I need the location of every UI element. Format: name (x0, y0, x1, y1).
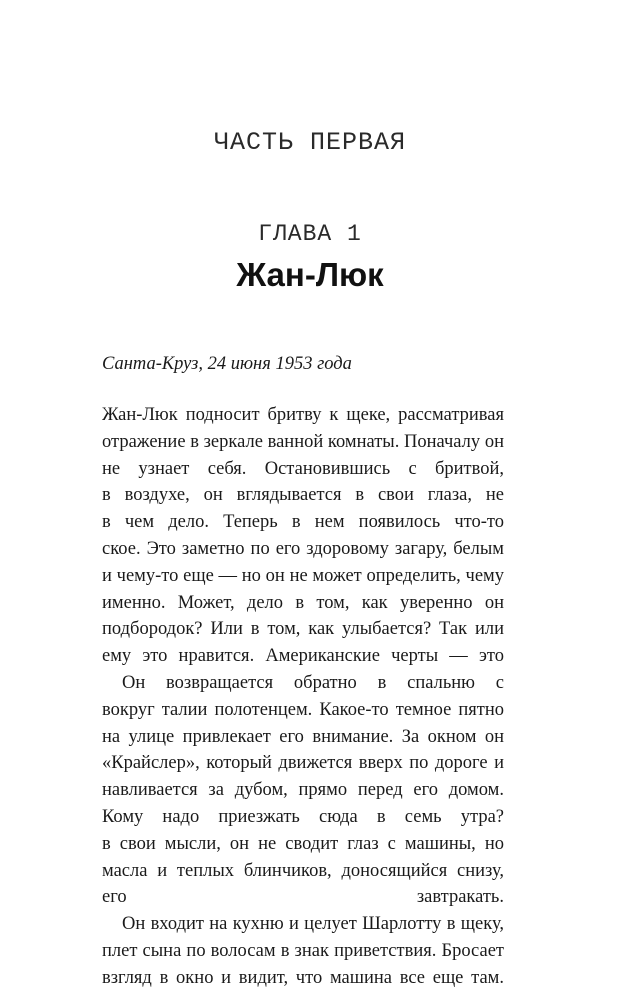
place-date-heading: Санта-Круз, 24 июня 1953 года (102, 354, 352, 374)
text-line: Кому надо приезжать сюда в семь утра? (102, 806, 504, 827)
text-line: Он входит на кухню и целует Шарлотту в щеку, (122, 914, 504, 935)
text-line: навливается за дубом, прямо перед его домом. (102, 780, 504, 801)
chapter-title: Жан-Люк (236, 256, 384, 293)
text-line: отражение в зеркале ванной комнаты. Поначалу он (102, 431, 504, 452)
text-line: в воздухе, он вглядывается в свои глаза, не (102, 485, 504, 506)
text-line: масла и теплых блинчиков, доносящийся снизу, (102, 860, 504, 881)
text-line: на улице привлекает его внимание. За окном он (102, 726, 504, 747)
text-line: его завтракать. (102, 887, 504, 908)
text-line: не узнает себя. Остановившись с бритвой, (102, 458, 504, 479)
body-text (102, 402, 504, 992)
text-line: Жан-Люк подносит бритву к щеке, рассматривая (102, 405, 504, 425)
text-line: подбородок? Или в том, как улыбается? Так или (102, 619, 504, 640)
text-line: именно. Может, дело в том, как уверенно он (102, 592, 504, 613)
text-line: ское. Это заметно по его здоровому загару, белым (102, 538, 504, 559)
text-line: в свои мысли, он не сводит глаз с машины, но (102, 833, 504, 854)
text-line: плет сына по волосам в знак приветствия. Бросает (102, 940, 504, 961)
text-line: вокруг талии полотенцем. Какое-то темное пятно (102, 699, 504, 720)
text-line: взгляд в окно и видит, что машина все еще там. (102, 967, 504, 988)
part-title: ЧАСТЬ ПЕРВАЯ (213, 128, 407, 157)
text-line: и чему-то еще — но он не может определить, чему (102, 565, 504, 586)
text-line: ему это нравится. Американские черты — это (102, 646, 504, 667)
text-line: в чем дело. Теперь в нем появилось что-то (102, 512, 504, 533)
text-line: «Крайслер», который движется вверх по дороге и (102, 753, 504, 774)
chapter-number: ГЛАВА 1 (258, 221, 362, 247)
text-line: Он возвращается обратно в спальню с (122, 672, 504, 693)
